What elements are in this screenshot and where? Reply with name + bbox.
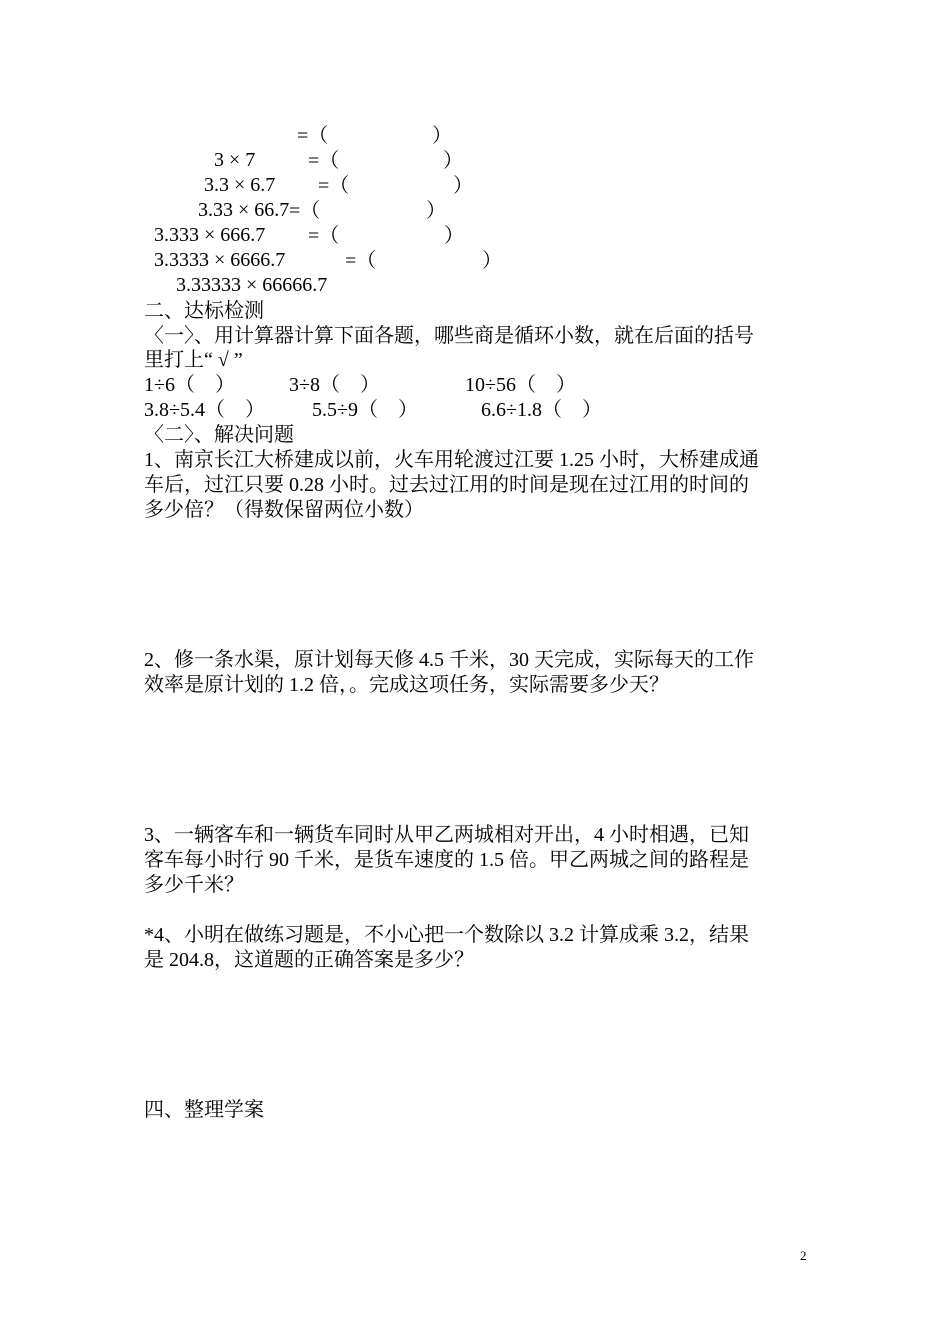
page-number: 2: [800, 1248, 807, 1263]
calc-paren-close: ）: [453, 175, 473, 197]
division-item: 3.8÷5.4（ ）: [144, 399, 265, 421]
problem-4-line: *4、小明在做练习题是，不小心把一个数除以 3.2 计算成乘 3.2，结果: [144, 924, 749, 946]
calc-paren-close: ）: [443, 150, 463, 172]
problem-4-line: 是 204.8，这道题的正确答案是多少？: [144, 949, 474, 971]
calc-expression: 3.333 × 666.7: [154, 224, 266, 246]
problem-3-line: 多少千米？: [144, 874, 244, 896]
calc-paren-close: ）: [444, 225, 464, 247]
problem-1-line: 多少倍？（得数保留两位小数）: [144, 499, 424, 521]
calc-paren-close: ）: [432, 125, 452, 147]
problem-3-line: 3、一辆客车和一辆货车同时从甲乙两城相对开出，4 小时相遇，已知: [144, 824, 749, 846]
calc-equals: =（: [345, 250, 377, 272]
part1-title-line1: 〈一〉、用计算器计算下面各题，哪些商是循环小数，就在后面的括号: [144, 325, 754, 347]
calc-equals: =（: [308, 150, 340, 172]
section-heading-4: 四、整理学案: [144, 1099, 264, 1121]
calc-expression: 3 × 7: [214, 149, 256, 171]
problem-2-line: 2、修一条水渠，原计划每天修 4.5 千米，30 天完成，实际每天的工作: [144, 649, 754, 671]
part2-title: 〈二〉、解决问题: [144, 424, 294, 446]
calc-equals: =（: [289, 200, 321, 222]
problem-1-line: 1、南京长江大桥建成以前，火车用轮渡过江要 1.25 小时，大桥建成通: [144, 449, 759, 471]
calc-row-6: [166, 249, 327, 297]
problem-3-line: 客车每小时行 90 千米，是货车速度的 1.5 倍。甲乙两城之间的路程是: [144, 849, 749, 871]
calc-equals: =（: [308, 225, 340, 247]
calc-equals: =（: [297, 125, 329, 147]
division-item: 5.5÷9（ ）: [312, 399, 418, 421]
calc-expression: 3.33333 × 66666.7: [176, 274, 328, 296]
division-item: 6.6÷1.8（ ）: [481, 399, 602, 421]
calc-expression: 3.3 × 6.7: [204, 174, 276, 196]
calc-paren-close: ）: [426, 200, 446, 222]
part1-title-line2: 里打上“ √ ”: [144, 349, 243, 371]
division-item: 3÷8（ ）: [289, 374, 380, 396]
problem-1-line: 车后，过江只要 0.28 小时。过去过江用的时间是现在过江用的时间的: [144, 474, 749, 496]
calc-expression: 3.3333 × 6666.7: [154, 249, 286, 271]
problem-2-line: 效率是原计划的 1.2 倍，。完成这项任务，实际需要多少天？: [144, 674, 669, 696]
calc-expression: 3.33 × 66.7: [198, 199, 290, 221]
division-item: 10÷56（ ）: [465, 374, 576, 396]
calc-paren-close: ）: [482, 250, 502, 272]
calc-equals: =（: [318, 175, 350, 197]
division-item: 1÷6（ ）: [144, 374, 235, 396]
section-heading-2: 二、达标检测: [144, 300, 264, 322]
